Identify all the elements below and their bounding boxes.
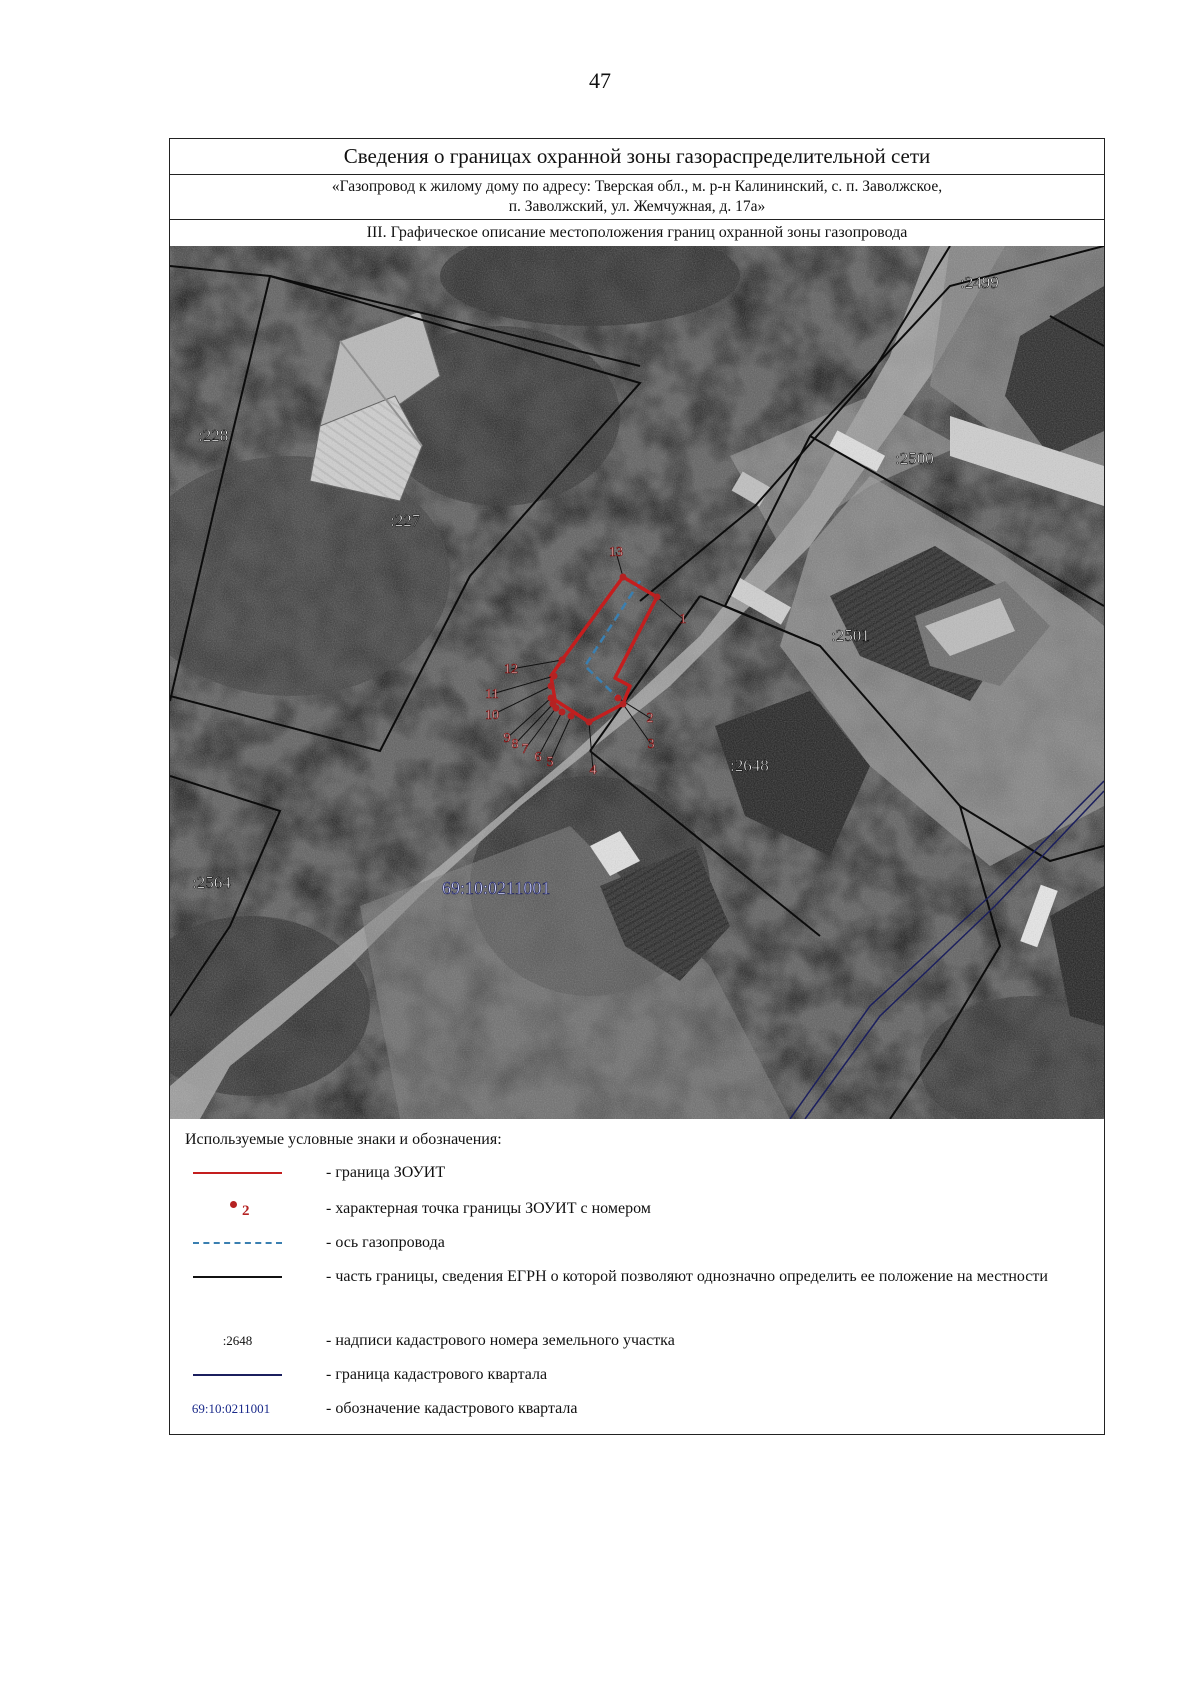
quarter-label-sample: 69:10:0211001 [191, 1401, 271, 1416]
object-description-line-2: п. Заволжский, ул. Жемчужная, д. 17а» [508, 198, 766, 215]
document-frame [169, 138, 1105, 1435]
boundary-point-marker[interactable] [550, 701, 557, 708]
quarter-boundary-symbol [190, 1363, 285, 1387]
boundary-point-marker[interactable] [654, 594, 661, 601]
boundary-point-label-5: 5 [546, 755, 554, 770]
boundary-point-label-12: 12 [504, 662, 518, 677]
object-description-line-1: «Газопровод к жилому дому по адресу: Тверская обл., м. р-н Калининский, с. п. Заволжское, [331, 178, 943, 195]
legend-text: - граница ЗОУИТ [326, 1164, 446, 1181]
egrn-boundary-symbol [190, 1265, 285, 1289]
boundary-point-label-3: 3 [647, 737, 655, 752]
parcel-label-228: :228 [198, 426, 229, 445]
boundary-point-marker[interactable] [568, 713, 575, 720]
legend-text: - часть границы, сведения ЕГРН о которой позволяют однозначно определить ее положение на местности [326, 1268, 1048, 1285]
gas-axis-symbol [190, 1231, 285, 1255]
legend-text: - надписи кадастрового номера земельного участка [326, 1332, 675, 1349]
parcel-label-2648: :2648 [730, 756, 769, 775]
boundary-point-marker[interactable] [620, 574, 627, 581]
legend-text: - обозначение кадастрового квартала [326, 1400, 578, 1417]
legend [170, 1119, 1104, 1434]
boundary-point-label-10: 10 [485, 708, 499, 723]
boundary-point-label-7: 7 [521, 742, 529, 757]
boundary-point-marker[interactable] [551, 673, 558, 680]
parcel-label-2500: :2500 [895, 449, 934, 468]
parcel-label-2564: :2564 [192, 873, 231, 892]
boundary-point-marker[interactable] [620, 701, 627, 708]
boundary-point-label-9: 9 [503, 731, 511, 746]
parcel-label-2499: :2499 [960, 273, 999, 292]
parcel-label-227: :227 [390, 511, 421, 530]
boundary-point-label-1: 1 [679, 612, 687, 627]
section-title: III. Графическое описание местоположения границ охранной зоны газопровода [170, 220, 1104, 247]
boundary-point-marker[interactable] [548, 683, 555, 690]
boundary-point-label-2: 2 [646, 711, 654, 726]
zone-boundary-symbol [190, 1161, 285, 1185]
quarter-label: 69:10:0211001 [442, 878, 551, 898]
legend-text: - характерная точка границы ЗОУИТ с номером [326, 1200, 651, 1217]
boundary-point-marker[interactable] [586, 719, 593, 726]
boundary-point-marker[interactable] [548, 695, 555, 702]
object-description [170, 174, 1104, 220]
boundary-point-marker[interactable] [559, 709, 566, 716]
page-number: 47 [589, 68, 611, 93]
boundary-point-symbol [190, 1197, 285, 1221]
cadastral-label-sample: :2648 [222, 1333, 253, 1348]
cadastral-map[interactable] [170, 246, 1104, 1119]
boundary-point-label-6: 6 [534, 750, 542, 765]
legend-text: - граница кадастрового квартала [326, 1366, 548, 1383]
boundary-point-label-8: 8 [511, 737, 519, 752]
satellite-map-image [170, 246, 1104, 1119]
legend-title: Используемые условные знаки и обозначения: [185, 1131, 502, 1148]
boundary-point-label-13: 13 [609, 545, 623, 560]
document-title: Сведения о границах охранной зоны газораспределительной сети [170, 139, 1104, 175]
boundary-point-label-11: 11 [485, 687, 499, 702]
legend-text: - ось газопровода [326, 1234, 445, 1251]
boundary-point-marker[interactable] [615, 695, 622, 702]
point-sample: 2 [242, 1203, 250, 1219]
boundary-point-marker[interactable] [559, 657, 566, 664]
parcel-label-2501: :2501 [831, 626, 870, 645]
boundary-point-label-4: 4 [589, 763, 597, 778]
